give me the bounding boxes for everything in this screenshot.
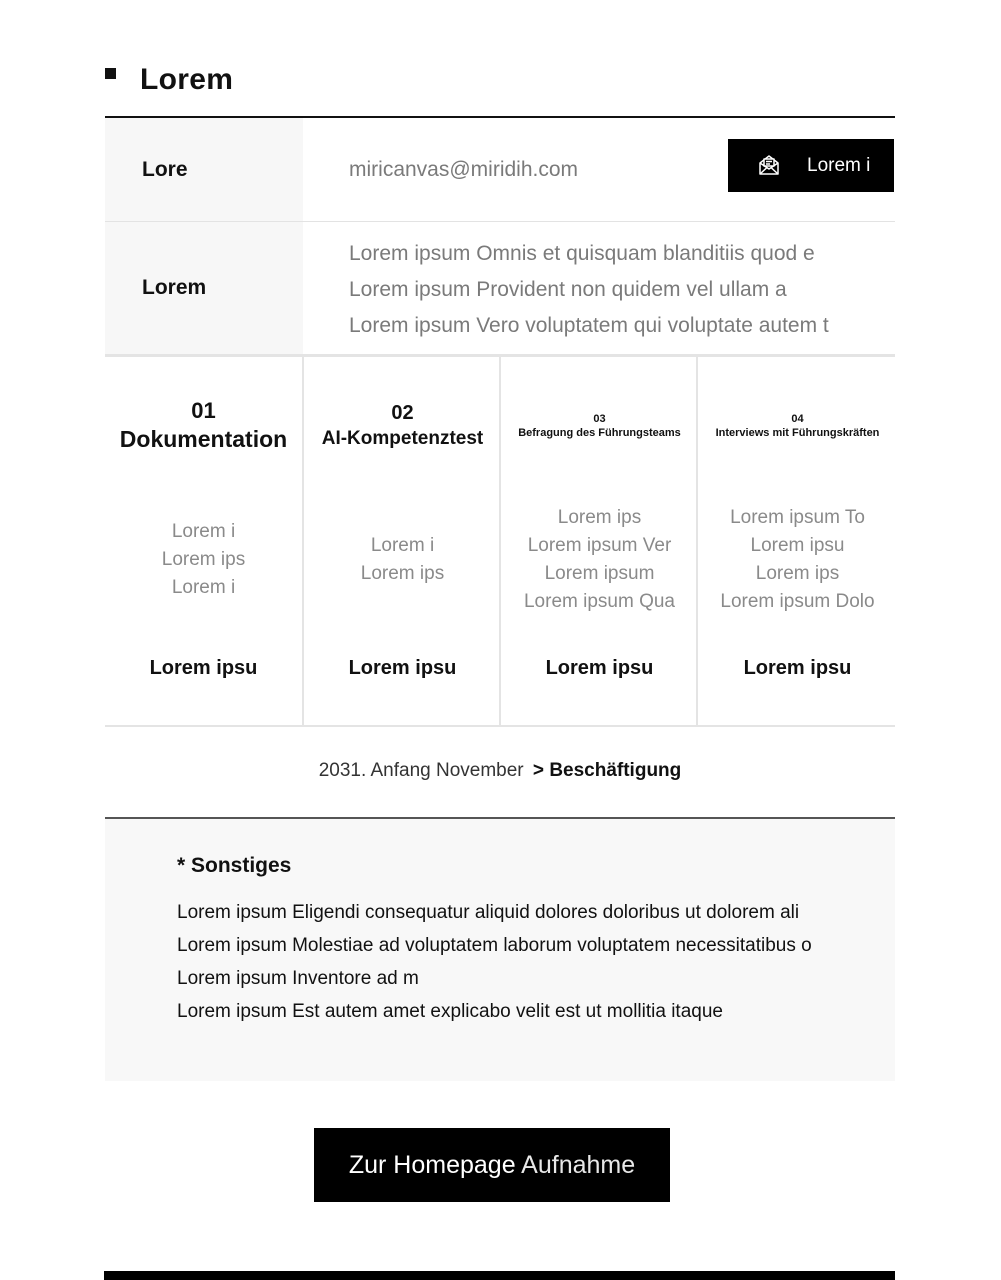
notes-line: Lorem ipsum Est autem amet explicabo velit est ut mollitia itaque — [177, 1001, 723, 1022]
notes-panel — [105, 817, 895, 1081]
step-description-line: Lorem i — [171, 577, 236, 598]
step-name: AI-Kompetenztest — [321, 428, 484, 449]
step-footer: Lorem ipsu — [545, 657, 654, 679]
notes-body — [177, 896, 877, 1028]
step-description-line: Lorem ips — [161, 549, 246, 570]
contact-label-cell — [105, 118, 303, 221]
step-description-line: Lorem ipsum Dolo — [720, 591, 875, 612]
contact-label: Lore — [142, 157, 188, 181]
homepage-button-sublabel: Aufnahme — [521, 1151, 636, 1179]
step-description-line: Lorem ipsum Ver — [527, 535, 672, 556]
section-title: Lorem — [140, 63, 234, 96]
step-description-line: Lorem i — [171, 521, 236, 542]
homepage-button-label: Zur Homepage — [348, 1151, 516, 1179]
description-row — [105, 222, 895, 357]
step-number: 02 — [391, 402, 414, 424]
description-line: Lorem ipsum Vero voluptatem qui voluptate autem t — [349, 314, 829, 337]
step-description — [501, 502, 698, 618]
notes-line: Lorem ipsum Molestiae ad voluptatem laborum voluptatem necessitatibus o — [177, 935, 812, 956]
step-card-02 — [302, 357, 501, 725]
square-bullet-icon — [105, 68, 116, 79]
schedule-target: Beschäftigung — [549, 760, 682, 781]
homepage-button[interactable] — [314, 1128, 670, 1202]
step-description-line: Lorem ips — [360, 563, 445, 584]
schedule-arrow: > — [532, 760, 545, 781]
description-label: Lorem — [142, 276, 207, 299]
schedule-line — [105, 756, 895, 786]
notes-line: Lorem ipsum Inventore ad m — [177, 968, 419, 989]
step-footer: Lorem ipsu — [348, 657, 457, 679]
step-name: Interviews mit Führungskräften — [715, 427, 880, 439]
notes-title: * Sonstiges — [177, 854, 292, 877]
step-footer: Lorem ipsu — [149, 657, 258, 679]
email-button[interactable] — [728, 139, 894, 192]
contact-row — [105, 118, 895, 222]
step-description-line: Lorem ipsum To — [730, 507, 865, 528]
step-name: Dokumentation — [119, 426, 288, 452]
section-heading — [105, 60, 895, 100]
step-description — [698, 502, 897, 618]
step-number: 01 — [191, 398, 216, 423]
step-number: 03 — [593, 413, 606, 425]
step-name: Befragung des Führungsteams — [518, 427, 681, 439]
step-number: 04 — [791, 413, 804, 425]
email-button-label: Lorem i — [807, 155, 871, 176]
step-description-line: Lorem i — [370, 535, 435, 556]
mail-open-icon — [758, 154, 780, 176]
steps-grid — [105, 357, 895, 727]
description-label-cell — [105, 222, 303, 354]
step-description-line: Lorem ipsum — [544, 563, 655, 584]
step-description — [304, 502, 501, 618]
step-description-line: Lorem ips — [755, 563, 840, 584]
step-description-line: Lorem ips — [557, 507, 642, 528]
step-card-03 — [499, 357, 698, 725]
step-card-04 — [696, 357, 897, 725]
step-description — [105, 502, 302, 618]
notes-line: Lorem ipsum Eligendi consequatur aliquid dolores doloribus ut dolorem ali — [177, 902, 800, 923]
footer-bar — [104, 1271, 895, 1280]
description-line: Lorem ipsum Omnis et quisquam blanditiis quod e — [349, 242, 815, 265]
step-card-01 — [105, 357, 302, 725]
schedule-date: 2031. Anfang November — [318, 760, 524, 781]
step-footer: Lorem ipsu — [743, 657, 852, 679]
contact-email[interactable]: miricanvas@miridih.com — [349, 157, 579, 181]
step-description-line: Lorem ipsu — [750, 535, 845, 556]
step-description-line: Lorem ipsum Qua — [523, 591, 675, 612]
description-line: Lorem ipsum Provident non quidem vel ullam a — [349, 278, 787, 301]
description-lines — [349, 236, 889, 344]
